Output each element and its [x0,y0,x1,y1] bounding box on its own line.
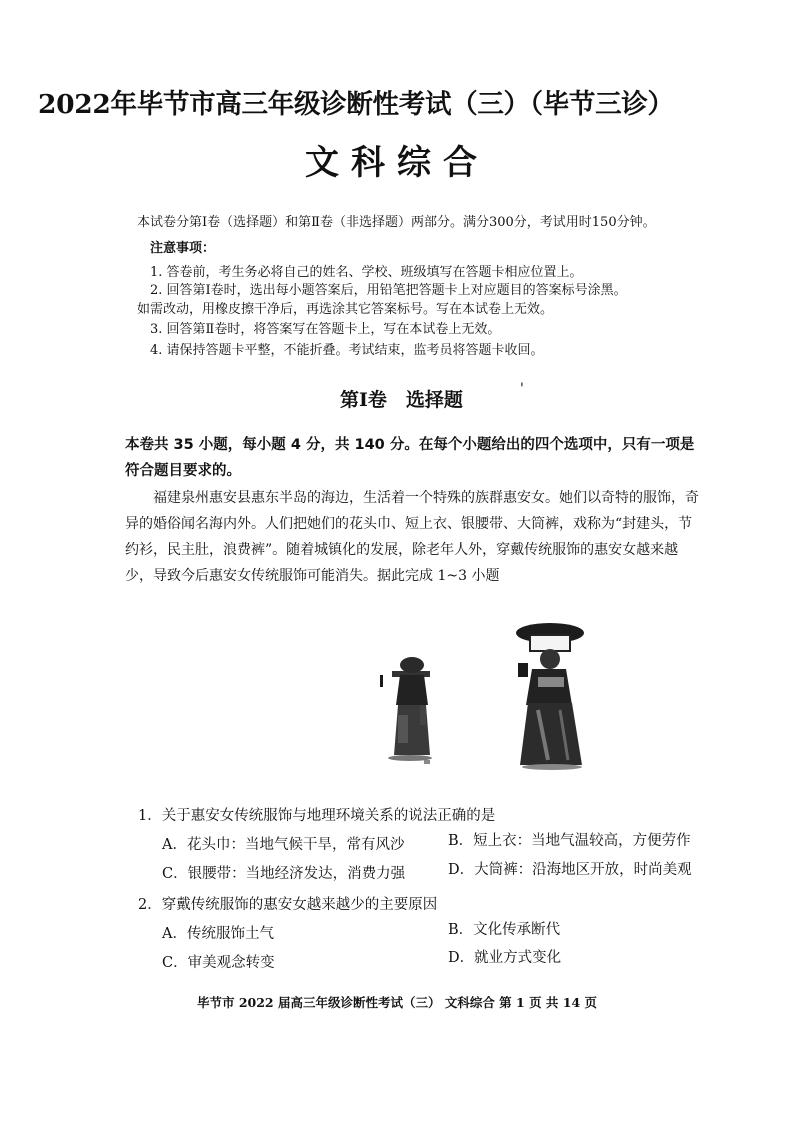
exam-title: 2022年毕节市高三年级诊断性考试（三）（毕节三诊） [38,89,674,120]
section-instructions: 本卷共 35 小题，每小题 4 分，共 140 分。在每个小题给出的四个选项中，只有一项是符合题目要求的。 [125,437,695,479]
question-2-option-b: B．文化传承断代 [448,922,561,938]
huian-women-photo [370,615,630,775]
question-1-option-c: C．银腰带：当地经济发达，消费力强 [162,866,406,882]
notice-item-1: 1. 答卷前，考生务必将自己的姓名、学校、班级填写在答题卡相应位置上。 [150,265,583,280]
question-1-option-b: B．短上衣：当地气温较高，方便劳作 [448,833,691,849]
stray-mark: ' [520,381,524,397]
subject-title: 文科综合 [305,143,489,183]
notice-item-4: 4. 请保持答题卡平整，不能折叠。考试结束，监考员将答题卡收回。 [150,343,544,358]
left-woman-figure [380,657,432,764]
notice-item-3: 3. 回答第Ⅱ卷时，将答案写在答题卡上，写在本试卷上无效。 [150,322,501,337]
notice-heading: 注意事项： [150,241,216,256]
page-footer: 毕节市 2022 届高三年级诊断性考试（三） 文科综合 第 1 页 共 14 页 [196,995,598,1010]
question-1-stem: 1．关于惠安女传统服饰与地理环境关系的说法正确的是 [138,808,496,824]
reading-passage: 福建泉州惠安县惠东半岛的海边，生活着一个特殊的族群惠安女。她们以奇特的服饰，奇异的婚俗闻名海内外。人们把她们的花头巾、短上衣、银腰带、大筒裤，戏称为“封建头，节约衫，民主肚，浪费裤”。随着城镇化的发展，除老年人外，穿戴传统服饰的惠安女越来越少，导致今后惠安女传统服饰可能消失。据此完成 1~3 小题 [125,490,699,584]
question-2-option-a: A．传统服饰土气 [162,926,274,942]
question-1-option-d: D．大筒裤：沿海地区开放，时尚美观 [448,862,692,878]
question-2-stem: 2．穿戴传统服饰的惠安女越来越少的主要原因 [138,897,438,913]
section-title: 第Ⅰ卷 选择题 [340,389,463,411]
question-2-option-c: C．审美观念转变 [162,955,275,971]
exam-intro: 本试卷分第Ⅰ卷（选择题）和第Ⅱ卷（非选择题）两部分。满分300分，考试用时150分钟。 [137,215,656,230]
right-woman-figure [516,623,584,770]
notice-item-2-continued: 如需改动，用橡皮擦干净后，再选涂其它答案标号。写在本试卷上无效。 [137,302,554,317]
notice-item-2: 2. 回答第Ⅰ卷时，选出每小题答案后，用铅笔把答题卡上对应题目的答案标号涂黑。 [150,283,627,298]
question-1-option-a: A．花头巾：当地气候干旱，常有风沙 [162,837,405,853]
question-2-option-d: D．就业方式变化 [448,950,562,966]
